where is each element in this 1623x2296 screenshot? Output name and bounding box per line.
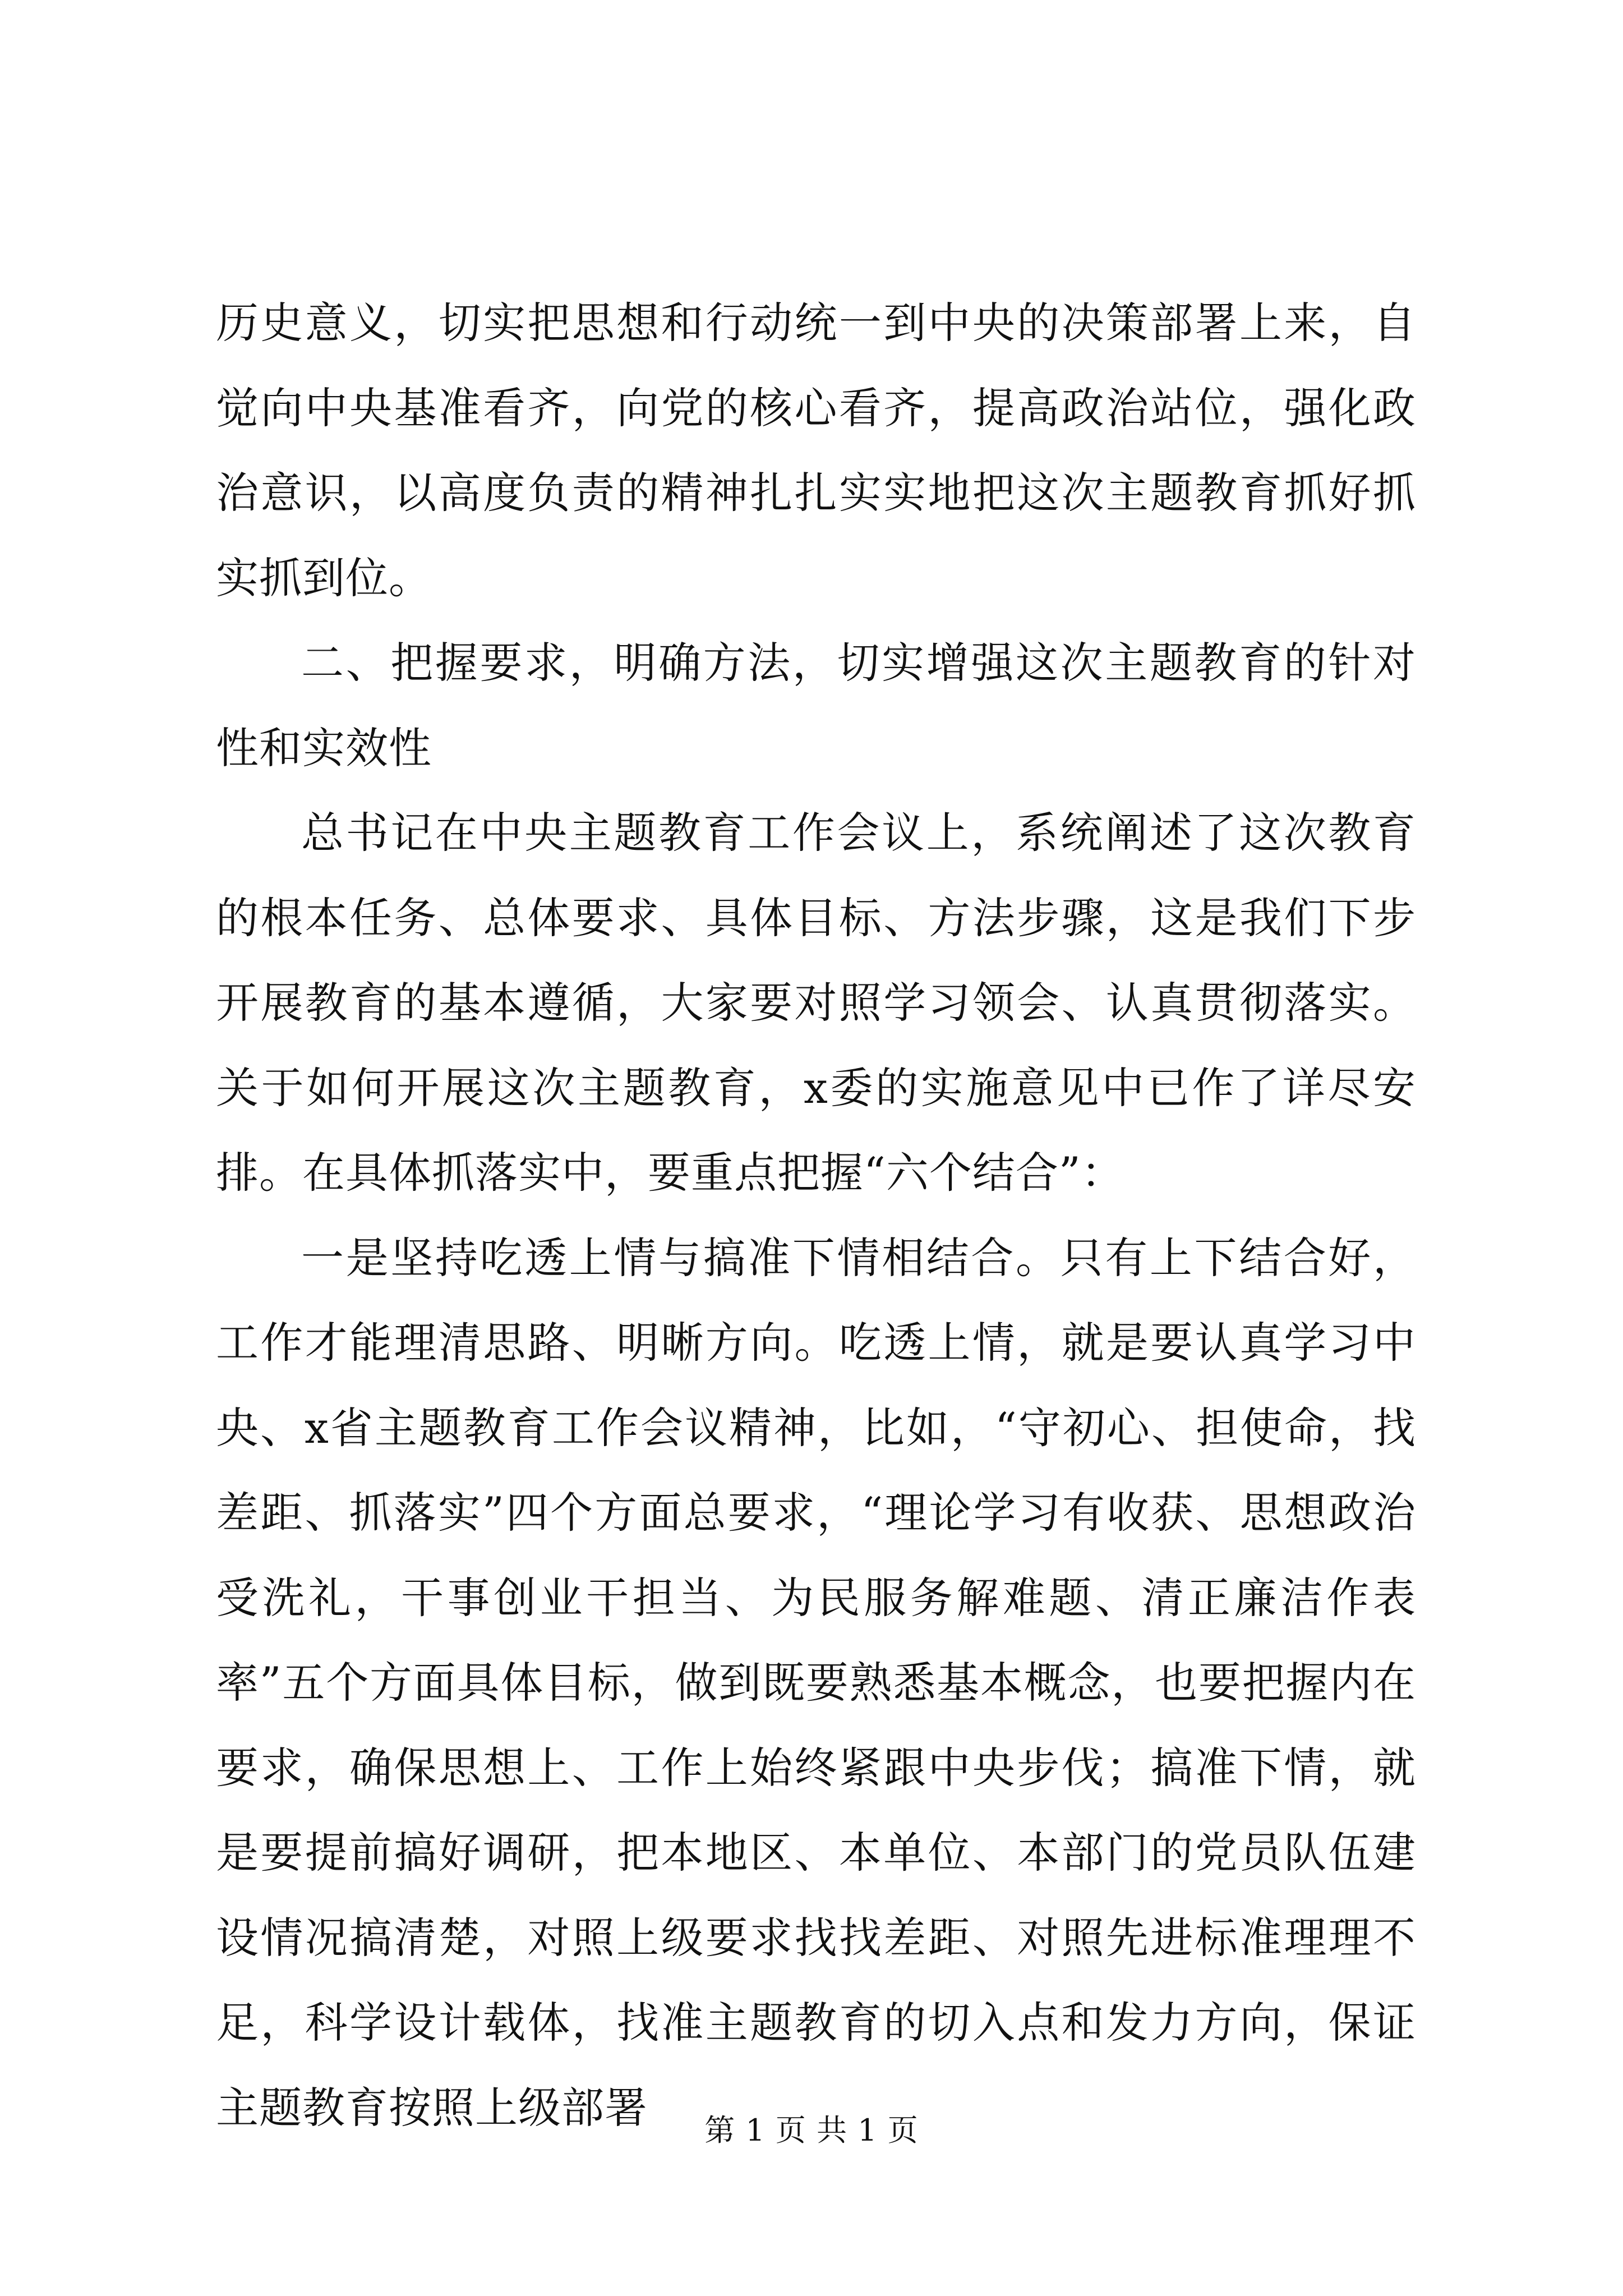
page-footer: 第 1 页 共 1 页	[704, 2113, 919, 2148]
paragraph-4: 一是坚持吃透上情与搞准下情相结合。只有上下结合好，工作才能理清思路、明晰方向。吃透上情，就是要认真学习中央、x省主题教育工作会议精神，比如，“守初心、担使命，找差距、抓落实”四个方面总要求，“理论学习有收获、思想政治受洗礼，干事创业干担当、为民服务解难题、清正廉洁作表率”五个方面具体目标，做到既要熟悉基本概念，也要把握内在要求，确保思想上、工作上始终紧跟中央步伐；搞准下情，就是要提前搞好调研，把本地区、本单位、本部门的党员队伍建设情况搞清楚，对照上级要求找找差距、对照先进标准理理不足，科学设计载体，找准主题教育的切入点和发力方向，保证主题教育按照上级部署	[216, 1232, 1416, 2133]
paragraph-1: 历史意义，切实把思想和行动统一到中央的决策部署上来，自觉向中央基准看齐，向党的核心看齐，提高政治站位，强化政治意识，以高度负责的精神扎扎实实地把这次主题教育抓好抓实抓到位。	[216, 298, 1416, 603]
section-heading-2: 二、把握要求，明确方法，切实增强这次主题教育的针对性和实效性	[216, 638, 1416, 773]
document-body	[216, 280, 1416, 2150]
paragraph-3: 总书记在中央主题教育工作会议上，系统阐述了这次教育的根本任务、总体要求、具体目标、方法步骤，这是我们下步开展教育的基本遵循，大家要对照学习领会、认真贯彻落实。关于如何开展这次主题教育，x委的实施意见中已作了详尽安排。在具体抓落实中，要重点把握“六个结合”：	[216, 808, 1416, 1198]
